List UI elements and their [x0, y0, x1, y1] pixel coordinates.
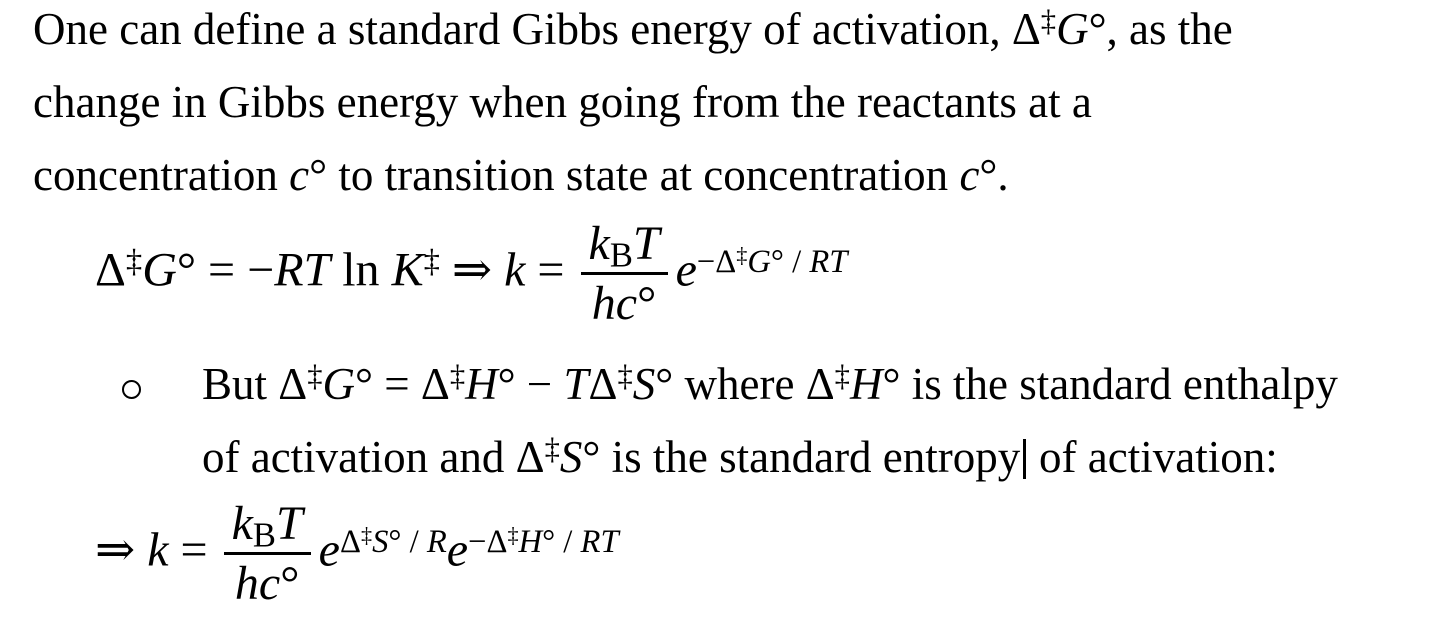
bullet-line-2: of activation and Δ‡S° is the standard entropy of activation:	[202, 432, 1278, 482]
fraction: $\frac{k_BT}{hc^\circ}$	[581, 219, 668, 330]
bullet-text	[202, 348, 1338, 494]
paragraph-line-1: One can define a standard Gibbs energy of activation, Δ‡G°, as the	[33, 4, 1233, 54]
equation-eyring-enthalpy-entropy: ⇒ k = $\frac{k_BT}{hc^\circ}$ $e^{\Delta^\ddagger S^\circ / R}e^{-\Delta^\ddagger H^\circ / RT}$	[95, 497, 619, 611]
bullet-line-1: But Δ‡G° = Δ‡H° − TΔ‡S° where Δ‡H° is the standard enthalpy	[202, 359, 1338, 409]
equation-gibbs-activation: Δ‡G° = −RT ln K‡ ⇒ k = $\frac{k_BT}{hc^\circ}$ $e^{-\Delta^\ddagger G^\circ / RT}$	[95, 217, 848, 331]
paragraph-line-2: change in Gibbs energy when going from the reactants at a	[33, 77, 1092, 127]
circle-bullet-icon	[122, 380, 141, 399]
fraction: $\frac{k_BT}{hc^\circ}$	[224, 499, 311, 610]
text-cursor	[1023, 439, 1026, 479]
bullet-item	[122, 348, 1338, 494]
paragraph-line-3: concentration c° to transition state at concentration c°.	[33, 150, 1009, 200]
intro-paragraph	[33, 0, 1233, 212]
